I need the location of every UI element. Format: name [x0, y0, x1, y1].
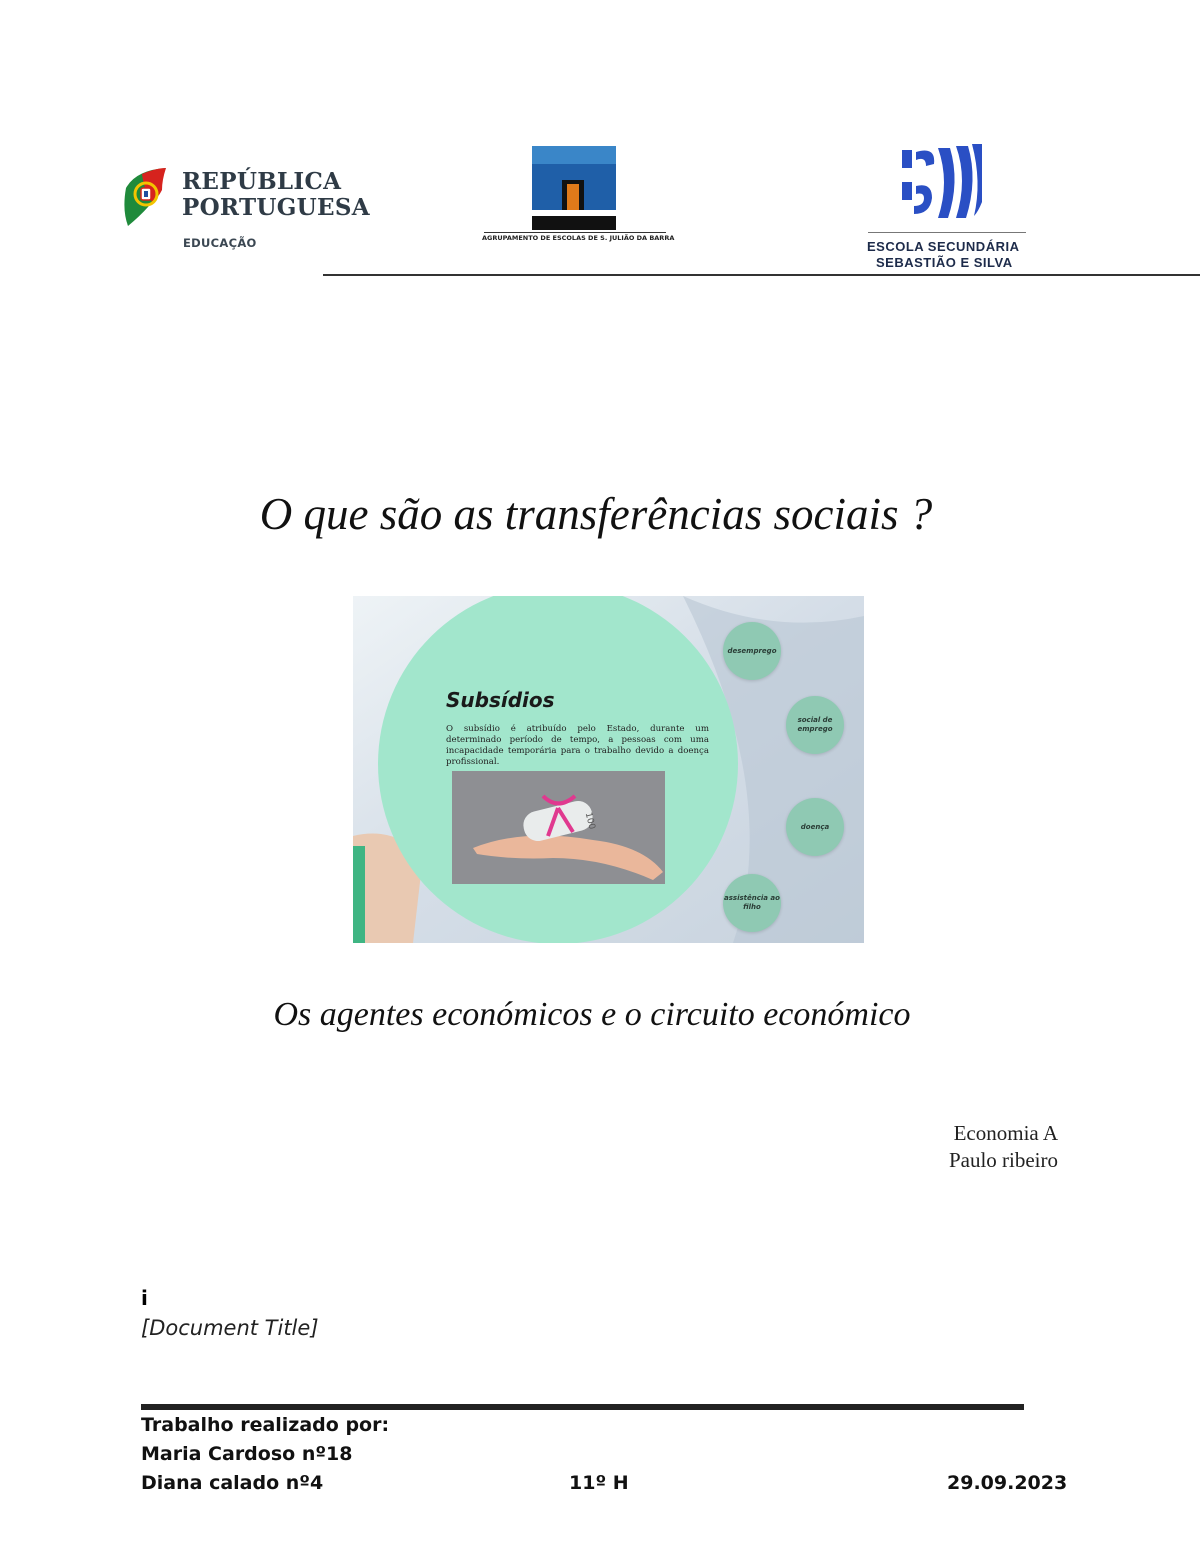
agrupamento-mark-icon — [532, 146, 616, 230]
portuguesa-line: PORTUGUESA — [182, 194, 370, 221]
agrupamento-rule — [484, 232, 666, 233]
portugal-emblem-icon — [122, 166, 170, 230]
author-1: Maria Cardoso nº18 — [141, 1443, 353, 1465]
escola-secundaria-logo — [862, 142, 1032, 274]
escola-rule — [868, 232, 1026, 233]
class-name: 11º H — [569, 1472, 629, 1494]
escola-line-2: SEBASTIÃO E SILVA — [876, 255, 1013, 270]
authors-label: Trabalho realizado por: — [141, 1414, 390, 1436]
esss-mark-icon — [902, 142, 984, 220]
bubble-assistencia-ao-filho: assistência ao filho — [723, 874, 781, 932]
picture-body-text: O subsídio é atribuído pelo Estado, durante um determinado período de tempo, a pessoas com uma incapacidade temporária para o trabalho devido a doença profissional. — [446, 724, 709, 767]
document-date: 29.09.2023 — [947, 1472, 1068, 1494]
subsidios-picture — [353, 596, 864, 943]
document-subtitle: Os agentes económicos e o circuito económico — [273, 996, 911, 1033]
educacao-line: EDUCAÇÃO — [183, 236, 257, 250]
bubble-desemprego: desemprego — [723, 622, 781, 680]
bubble-doenca: doença — [786, 798, 844, 856]
author-2: Diana calado nº4 — [141, 1472, 324, 1494]
header-divider — [323, 274, 1200, 276]
escola-line-1: ESCOLA SECUNDÁRIA — [867, 239, 1020, 254]
bubble-social-de-emprego: social de emprego — [786, 696, 844, 754]
agrupamento-caption: AGRUPAMENTO DE ESCOLAS DE S. JULIÃO DA BARRA — [482, 234, 675, 242]
republica-line: REPÚBLICA — [182, 168, 342, 195]
footer-marker: i — [141, 1286, 148, 1310]
picture-background — [353, 596, 864, 943]
footer-divider — [141, 1404, 1024, 1410]
picture-heading: Subsídios — [446, 688, 555, 712]
document-title: O que são as transferências sociais ? — [259, 489, 933, 539]
republica-portuguesa-logo — [122, 166, 370, 256]
subject-name: Economia A — [953, 1121, 1058, 1145]
banknote-label: 100 — [582, 811, 597, 831]
agrupamento-logo — [482, 146, 675, 250]
teacher-name: Paulo ribeiro — [948, 1148, 1058, 1172]
document-title-placeholder[interactable]: [Document Title] — [141, 1316, 319, 1340]
